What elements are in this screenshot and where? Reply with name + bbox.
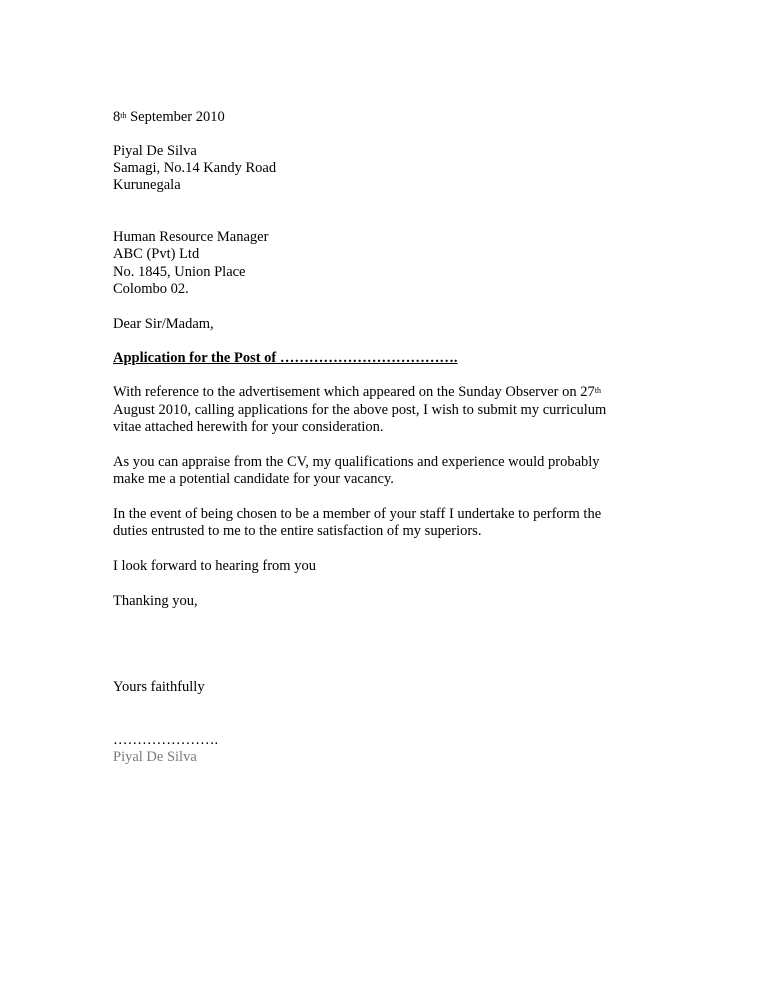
paragraph1-line2: August 2010, calling applications for the above post, I wish to submit my curriculum — [113, 402, 607, 418]
sender-address-line2: Kurunegala — [113, 177, 181, 193]
date-day: 8 — [113, 109, 121, 125]
salutation: Dear Sir/Madam, — [113, 316, 214, 332]
recipient-address-line2: Colombo 02. — [113, 281, 189, 297]
sender-name: Piyal De Silva — [113, 143, 197, 159]
paragraph1-line1 — [113, 384, 601, 401]
thanks-line: Thanking you, — [113, 593, 198, 609]
paragraph1-line1-text: With reference to the advertisement which appeared on the Sunday Observer on 27 — [113, 384, 595, 400]
paragraph2-line1: As you can appraise from the CV, my qualifications and experience would probably — [113, 454, 600, 470]
recipient-company: ABC (Pvt) Ltd — [113, 246, 200, 262]
closing-line: Yours faithfully — [113, 679, 205, 695]
signature-dotted-line: …………………. — [113, 732, 219, 748]
date-day-suffix: th — [120, 111, 127, 120]
letter-date — [113, 109, 225, 126]
paragraph4: I look forward to hearing from you — [113, 558, 316, 574]
paragraph1-line1-sup: th — [594, 386, 601, 395]
subject-line: Application for the Post of ………………………………. — [113, 350, 458, 366]
signature-name: Piyal De Silva — [113, 749, 197, 765]
sender-address-line1: Samagi, No.14 Kandy Road — [113, 160, 277, 176]
paragraph1-line3: vitae attached herewith for your consideration. — [113, 419, 384, 435]
recipient-address-line1: No. 1845, Union Place — [113, 264, 246, 280]
recipient-title: Human Resource Manager — [113, 229, 269, 245]
paragraph3-line2: duties entrusted to me to the entire satisfaction of my superiors. — [113, 523, 482, 539]
paragraph2-line2: make me a potential candidate for your vacancy. — [113, 471, 394, 487]
date-month-year: September 2010 — [126, 109, 225, 125]
paragraph3-line1: In the event of being chosen to be a member of your staff I undertake to perform the — [113, 506, 602, 522]
